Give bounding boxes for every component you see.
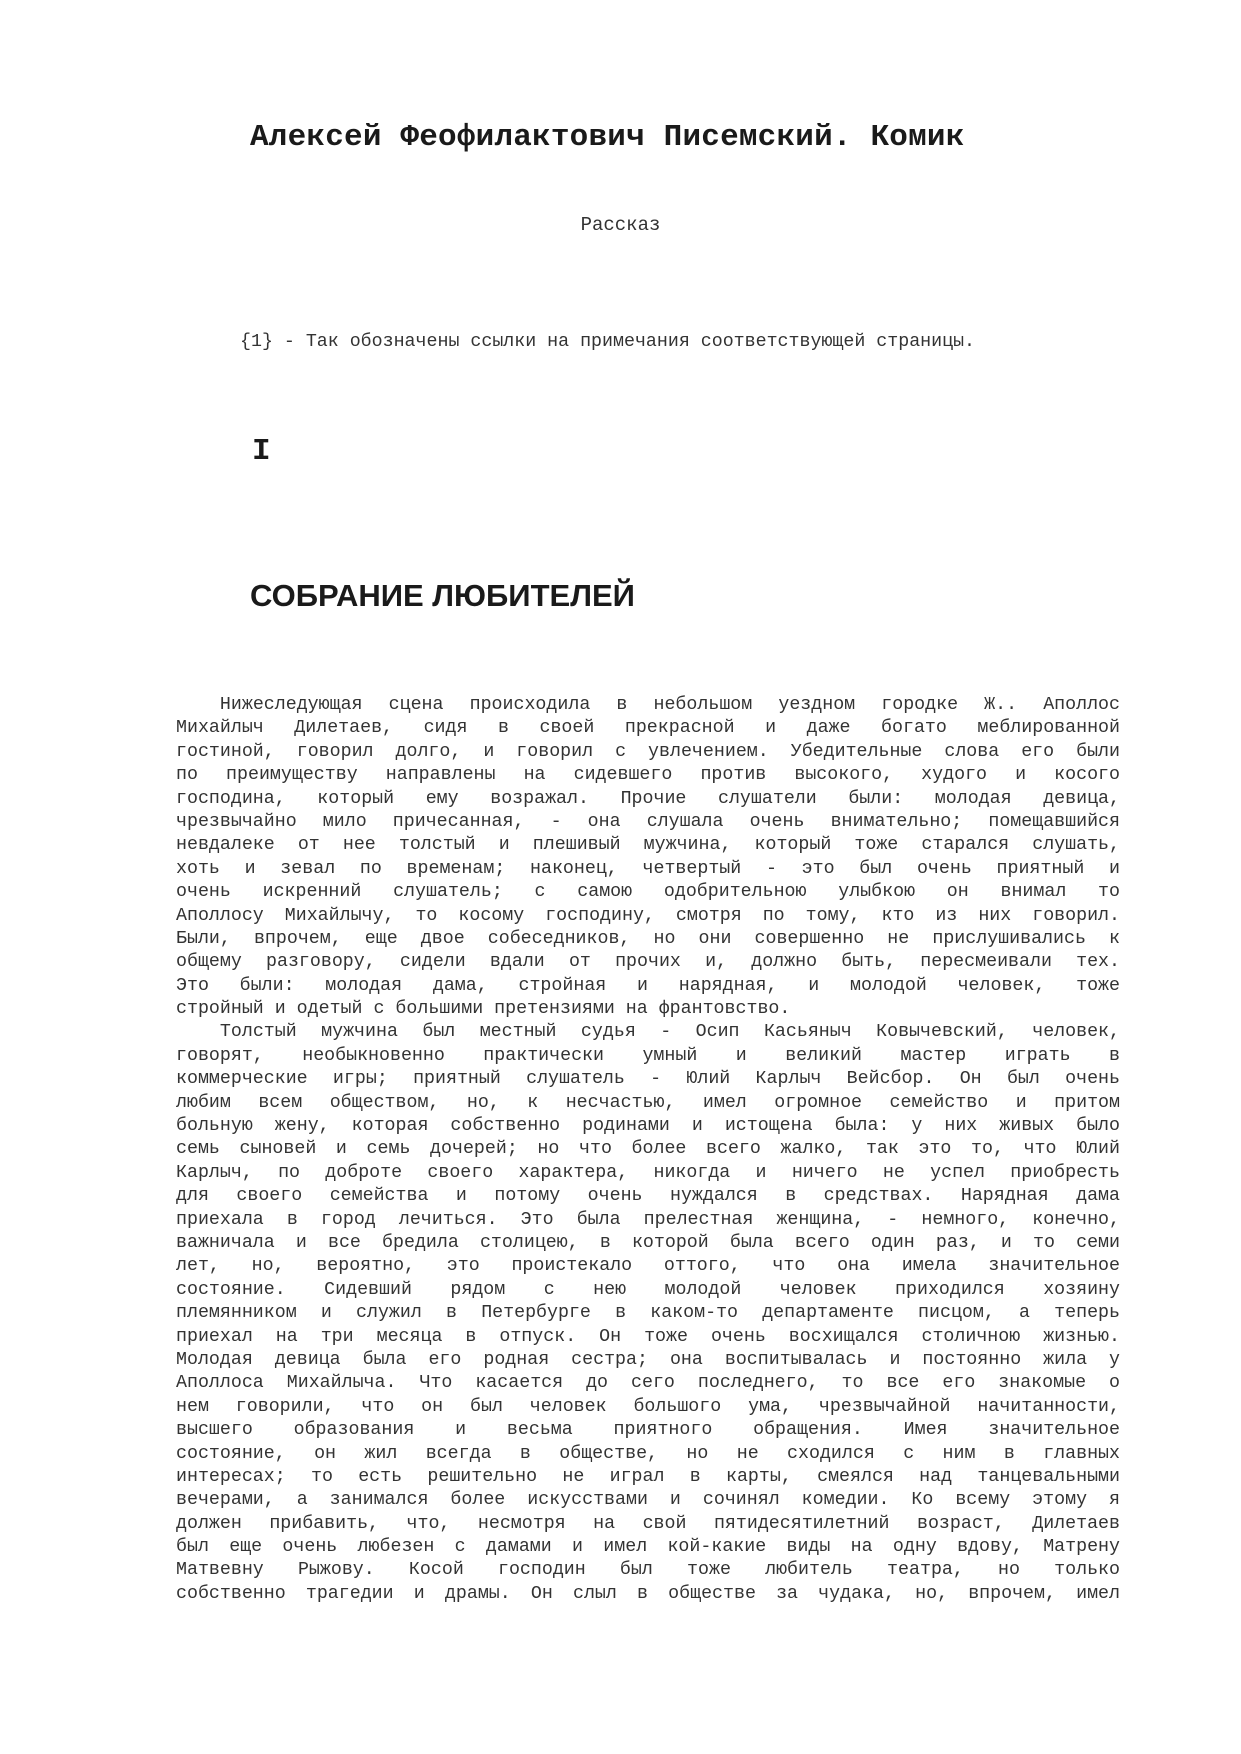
chapter-number: I: [252, 434, 271, 469]
body-text: [176, 694, 1120, 1606]
text-line: коммерческие игры; приятный слушатель - Юлий Карлыч Вейсбор. Он был очень: [176, 1069, 1120, 1090]
text-line: семь сыновей и семь дочерей; но что более всего жалко, так это то, что Юлий: [176, 1139, 1120, 1160]
text-line: приехала в город лечиться. Это была прелестная женщина, - немного, конечно,: [176, 1209, 1120, 1230]
text-line: Михайлыч Дилетаев, сидя в своей прекрасной и даже богато меблированной: [176, 718, 1120, 739]
text-line: Аполлосу Михайлычу, то косому господину, смотря по тому, кто из них говорил.: [176, 905, 1120, 926]
text-line: говорят, необыкновенно практически умный и великий мастер играть в: [176, 1045, 1120, 1066]
text-line: Были, впрочем, еще двое собеседников, но они совершенно не прислушивались к: [176, 928, 1120, 949]
text-line: гостиной, говорил долго, и говорил с увлечением. Убедительные слова его были: [176, 741, 1120, 762]
document-title: Алексей Феофилактович Писемский. Комик: [250, 120, 965, 155]
text-line: интересах; то есть решительно не играл в карты, смеялся над танцевальными: [176, 1466, 1120, 1487]
text-line: состояние, он жил всегда в обществе, но не сходился с ним в главных: [176, 1443, 1120, 1464]
document-subtitle: Рассказ: [580, 214, 661, 236]
footnote-notice: {1} - Так обозначены ссылки на примечания соответствующей страницы.: [240, 332, 976, 352]
text-line: Матвевну Рыжову. Косой господин был тоже любитель театра, но только: [176, 1560, 1120, 1581]
chapter-title: СОБРАНИЕ ЛЮБИТЕЛЕЙ: [250, 578, 635, 613]
text-line: любим всем обществом, но, к несчастью, имел огромное семейство и притом: [176, 1092, 1120, 1113]
text-line: собственно трагедии и драмы. Он слыл в обществе за чудака, но, впрочем, имел: [176, 1583, 1120, 1604]
text-line: Нижеследующая сцена происходила в небольшом уездном городке Ж.. Аполлос: [219, 695, 1120, 715]
text-line: по преимуществу направлены на сидевшего против высокого, худого и косого: [176, 765, 1120, 786]
text-line: Молодая девица была его родная сестра; она воспитывалась и постоянно жила у: [176, 1349, 1120, 1370]
text-line: хоть и зевал по временам; наконец, четвертый - это был очень приятный и: [176, 858, 1120, 879]
text-line: Толстый мужчина был местный судья - Осип Касьяныч Ковычевский, человек,: [219, 1022, 1120, 1043]
text-line: Это были: молодая дама, стройная и нарядная, и молодой человек, тоже: [176, 975, 1120, 996]
text-line: стройный и одетый с большими претензиями на франтовство.: [176, 999, 791, 1020]
text-line: Аполлоса Михайлыча. Что касается до сего последнего, то все его знакомые о: [176, 1373, 1120, 1394]
text-line: нем говорили, что он был человек большого ума, чрезвычайной начитанности,: [176, 1396, 1120, 1417]
text-line: вечерами, а занимался более искусствами и сочинял комедии. Ко всему этому я: [176, 1490, 1120, 1511]
text-line: племянником и служил в Петербурге в каком-то департаменте писцом, а теперь: [176, 1303, 1120, 1324]
text-line: для своего семейства и потому очень нуждался в средствах. Нарядная дама: [176, 1186, 1120, 1207]
text-line: невдалеке от нее толстый и плешивый мужчина, который тоже старался слушать,: [176, 835, 1120, 856]
text-line: Карлыч, по доброте своего характера, никогда и ничего не успел приобресть: [176, 1162, 1120, 1183]
text-line: состояние. Сидевший рядом с нею молодой человек приходился хозяину: [176, 1279, 1120, 1300]
text-line: приехал на три месяца в отпуск. Он тоже очень восхищался столичною жизнью.: [176, 1326, 1120, 1347]
text-line: важничала и все бредила столицею, в которой была всего один раз, и то семи: [176, 1232, 1120, 1253]
text-line: высшего образования и весьма приятного обращения. Имея значительное: [176, 1420, 1120, 1441]
text-line: лет, но, вероятно, это проистекало оттого, что она имела значительное: [176, 1256, 1120, 1277]
text-line: был еще очень любезен с дамами и имел кой-какие виды на одну вдову, Матрену: [176, 1537, 1120, 1558]
text-line: очень искренний слушатель; с самою одобрительною улыбкою он внимал то: [176, 882, 1120, 903]
text-line: общему разговору, сидели вдали от прочих и, должно быть, пересмеивали тех.: [176, 952, 1120, 973]
text-line: должен прибавить, что, несмотря на свой пятидесятилетний возраст, Дилетаев: [176, 1513, 1120, 1534]
text-line: чрезвычайно мило причесанная, - она слушала очень внимательно; помещавшийся: [176, 811, 1120, 832]
text-line: больную жену, которая собственно родинами и истощена была: у них живых было: [176, 1116, 1120, 1137]
text-line: господина, который ему возражал. Прочие слушатели были: молодая девица,: [176, 788, 1120, 809]
